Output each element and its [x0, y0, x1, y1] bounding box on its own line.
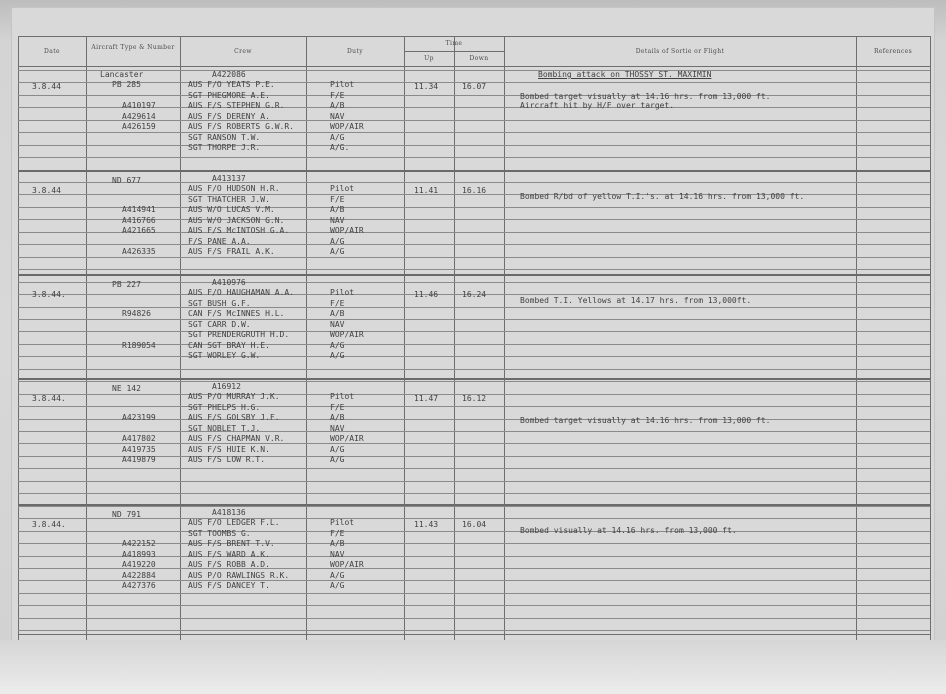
crew-service-number: A419220: [122, 560, 156, 569]
crew-member-name: AUS P/O RAWLINGS R.K.: [188, 570, 290, 580]
crew-member-name: AUS F/S DANCEY T.: [188, 581, 270, 590]
crew-service-number: A423199: [122, 413, 156, 422]
crew-duty: A/G: [330, 455, 345, 464]
time-down: 16.04: [462, 520, 487, 529]
ruled-line: [18, 319, 930, 320]
crew-member-name: AUS W/O JACKSON G.N.: [188, 215, 285, 225]
crew-service-number: A429614: [122, 111, 156, 121]
ruled-line: [18, 369, 930, 370]
ruled-line: [18, 381, 930, 382]
time-up: 11.43: [414, 520, 439, 529]
crew-duty: Pilot: [330, 184, 355, 193]
sortie-separator: [18, 378, 930, 380]
ruled-line: [18, 282, 930, 283]
column-rule: [504, 36, 505, 640]
crew-member-name: SGT BUSH G.F.: [188, 298, 251, 308]
crew-service-number: A426335: [122, 247, 156, 256]
header-up: Up: [424, 55, 434, 62]
crew-member-name: F/S PANE A.A.: [188, 236, 251, 246]
ruled-line: [18, 518, 930, 519]
aircraft-type: Lancaster: [100, 70, 144, 79]
crew-member-name: CAN F/S McINNES H.L.: [188, 309, 285, 318]
crew-duty: A/B: [330, 309, 345, 318]
header-duty: Duty: [346, 48, 364, 55]
captain-service-number: A418136: [212, 508, 246, 517]
sortie-date: 3.8.44.: [32, 290, 66, 299]
ruled-line: [18, 593, 930, 594]
bottom-rule: [18, 634, 930, 635]
sortie-separator: [18, 504, 930, 506]
ruled-line: [18, 157, 930, 158]
captain-service-number: A413137: [212, 174, 246, 183]
crew-member-name: AUS F/S FRAIL A.K.: [188, 247, 275, 256]
crew-duty: NAV: [330, 423, 345, 433]
crew-member-name: SGT TOOMBS G.: [188, 528, 251, 538]
crew-duty: F/E: [330, 528, 345, 538]
ruled-line: [18, 269, 930, 270]
crew-member-name: AUS F/O LEDGER F.L.: [188, 518, 280, 527]
ruled-line: [18, 132, 930, 133]
aircraft-number: ND 677: [112, 176, 141, 185]
column-rule: [856, 36, 857, 640]
crew-duty: F/E: [330, 298, 345, 308]
aircraft-number: NE 142: [112, 384, 141, 393]
crew-member-name: SGT CARR D.W.: [188, 319, 251, 329]
ruled-line: [18, 145, 930, 146]
crew-duty: A/G: [330, 570, 345, 580]
aircraft-number: PB 227: [112, 280, 141, 289]
sortie-detail: Aircraft hit by H/F over target.: [520, 101, 675, 110]
crew-member-name: AUS F/O YEATS P.E.: [188, 80, 275, 89]
crew-member-name: AUS F/S GOLSBY J.F.: [188, 413, 280, 422]
aircraft-number: PB 285: [112, 80, 141, 89]
crew-duty: WOP/AIR: [330, 330, 364, 339]
captain-service-number: A16912: [212, 382, 241, 391]
crew-service-number: A426159: [122, 122, 156, 131]
time-down: 16.12: [462, 394, 487, 403]
sortie-date: 3.8.44.: [32, 520, 66, 529]
sortie-date: 3.8.44.: [32, 394, 66, 403]
sortie-detail: Bombing attack on THOSSY ST. MAXIMIN: [538, 70, 712, 79]
ruled-line: [18, 468, 930, 469]
crew-duty: A/G: [330, 132, 345, 142]
sortie-detail: Bombed target visually at 14.16 hrs. from 13,000 ft.: [520, 92, 771, 101]
crew-member-name: AUS F/S ROBERTS G.W.R.: [188, 122, 294, 131]
crew-duty: Pilot: [330, 392, 355, 401]
crew-duty: NAV: [330, 549, 345, 559]
crew-duty: A/B: [330, 539, 345, 548]
column-rule: [86, 36, 87, 640]
crew-duty: F/E: [330, 194, 345, 204]
ruled-line: [18, 605, 930, 606]
crew-member-name: AUS F/S BRENT T.V.: [188, 539, 275, 548]
crew-service-number: A419735: [122, 444, 156, 454]
ruled-line: [18, 630, 930, 631]
column-rule: [180, 36, 181, 640]
sortie-detail: Bombed T.I. Yellows at 14.17 hrs. from 13,000ft.: [520, 296, 752, 305]
crew-duty: WOP/AIR: [330, 226, 364, 235]
crew-service-number: A422884: [122, 570, 156, 580]
crew-member-name: AUS F/S McINTOSH G.A.: [188, 226, 290, 235]
crew-member-name: AUS W/O LUCAS V.M.: [188, 205, 275, 214]
header-aircraft: Aircraft Type & Number: [91, 44, 175, 51]
ruled-line: [18, 95, 930, 96]
ruled-line: [18, 431, 930, 432]
header-top-rule: [18, 36, 930, 37]
crew-duty: A/B: [330, 101, 345, 110]
crew-member-name: AUS F/S DERENY A.: [188, 111, 270, 121]
time-up: 11.47: [414, 394, 439, 403]
crew-service-number: A419879: [122, 455, 156, 464]
crew-duty: Pilot: [330, 80, 355, 89]
crew-member-name: AUS F/O HAUGHAMAN A.A.: [188, 288, 294, 297]
crew-member-name: AUS F/S LOW R.T.: [188, 455, 266, 464]
crew-duty: NAV: [330, 215, 345, 225]
ruled-line: [18, 307, 930, 308]
sortie-separator: [18, 170, 930, 172]
crew-service-number: R94826: [122, 309, 151, 318]
ruled-line: [18, 406, 930, 407]
crew-member-name: AUS F/S STEPHEN G.R.: [188, 101, 285, 110]
crew-duty: F/E: [330, 90, 345, 100]
aircraft-number: ND 791: [112, 510, 141, 519]
column-rule: [18, 36, 19, 640]
ruled-line: [18, 493, 930, 494]
captain-service-number: A422086: [212, 70, 246, 79]
crew-member-name: AUS F/O HUDSON H.R.: [188, 184, 280, 193]
crew-service-number: A418993: [122, 549, 156, 559]
crew-member-name: AUS F/S ROBB A.D.: [188, 560, 270, 569]
sortie-detail: Bombed target visually at 14.16 hrs. from 13,000 ft.: [520, 416, 771, 425]
crew-service-number: A417802: [122, 434, 156, 443]
ruled-line: [18, 257, 930, 258]
sortie-detail: Bombed visually at 14.16 hrs. from 13,000 ft.: [520, 526, 737, 535]
crew-duty: WOP/AIR: [330, 122, 364, 131]
sortie-detail: Bombed R/bd of yellow T.I.'s. at 14.16 hrs. from 13,000 ft.: [520, 192, 805, 201]
sortie-date: 3.8.44: [32, 186, 61, 195]
ruled-line: [18, 618, 930, 619]
crew-service-number: A410197: [122, 101, 156, 110]
crew-service-number: A422152: [122, 539, 156, 548]
sortie-separator: [18, 274, 930, 276]
crew-duty: A/B: [330, 205, 345, 214]
time-up: 11.46: [414, 290, 439, 299]
time-down: 16.07: [462, 82, 487, 91]
crew-duty: Pilot: [330, 518, 355, 527]
header-details: Details of Sortie or Flight: [635, 48, 725, 55]
crew-duty: A/B: [330, 413, 345, 422]
time-up: 11.34: [414, 82, 439, 91]
ruled-line: [18, 531, 930, 532]
crew-member-name: SGT RANSON T.W.: [188, 132, 261, 142]
sortie-date: 3.8.44: [32, 82, 61, 91]
operations-record-sheet: [12, 8, 934, 640]
crew-duty: A/G: [330, 351, 345, 360]
crew-duty: Pilot: [330, 288, 355, 297]
crew-member-name: SGT PHEGMORE A.E.: [188, 90, 270, 100]
crew-member-name: SGT THATCHER J.W.: [188, 194, 270, 204]
column-rule: [930, 36, 931, 640]
ruled-line: [18, 182, 930, 183]
ruled-line: [18, 331, 930, 332]
column-rule: [306, 36, 307, 640]
header-time: Time: [445, 40, 463, 47]
crew-duty: A/G: [330, 581, 345, 590]
crew-service-number: A416766: [122, 215, 156, 225]
page-bottom-margin: [0, 640, 946, 694]
header-crew: Crew: [234, 48, 252, 55]
column-rule: [404, 36, 405, 640]
crew-member-name: AUS F/S CHAPMAN V.R.: [188, 434, 285, 443]
header-date: Date: [44, 48, 60, 55]
crew-duty: WOP/AIR: [330, 560, 364, 569]
captain-service-number: A410976: [212, 278, 246, 287]
crew-member-name: SGT WORLEY G.W.: [188, 351, 261, 360]
header-references: References: [873, 48, 913, 55]
crew-duty: WOP/AIR: [330, 434, 364, 443]
crew-member-name: AUS F/S WARD A.K.: [188, 549, 270, 559]
crew-service-number: A421665: [122, 226, 156, 235]
time-up: 11.41: [414, 186, 439, 195]
ruled-line: [18, 481, 930, 482]
crew-duty: A/G: [330, 340, 345, 350]
ruled-line: [18, 356, 930, 357]
crew-service-number: A427376: [122, 581, 156, 590]
header-down: Down: [469, 55, 489, 62]
crew-duty: A/G: [330, 444, 345, 454]
crew-duty: F/E: [330, 402, 345, 412]
crew-member-name: AUS F/S HUIE K.N.: [188, 444, 270, 454]
ruled-line: [18, 244, 930, 245]
crew-member-name: SGT THORPE J.R.: [188, 143, 261, 152]
crew-duty: A/G.: [330, 143, 350, 152]
crew-duty: NAV: [330, 319, 345, 329]
crew-duty: A/G: [330, 236, 345, 246]
crew-member-name: CAN SGT BRAY H.E.: [188, 340, 270, 350]
crew-service-number: R189054: [122, 340, 156, 350]
time-down: 16.24: [462, 290, 487, 299]
ruled-line: [18, 70, 930, 71]
crew-member-name: SGT PHELPS H.G.: [188, 402, 261, 412]
column-rule: [454, 36, 455, 640]
header-bottom-rule: [18, 66, 930, 67]
crew-member-name: AUS P/O MURRAY J.K.: [188, 392, 280, 401]
crew-member-name: SGT NOBLET T.J.: [188, 423, 261, 433]
crew-member-name: SGT PRENDERGRUTH H.D.: [188, 330, 290, 339]
crew-duty: A/G: [330, 247, 345, 256]
crew-service-number: A414941: [122, 205, 156, 214]
crew-duty: NAV: [330, 111, 345, 121]
ruled-line: [18, 506, 930, 507]
time-down: 16.16: [462, 186, 487, 195]
